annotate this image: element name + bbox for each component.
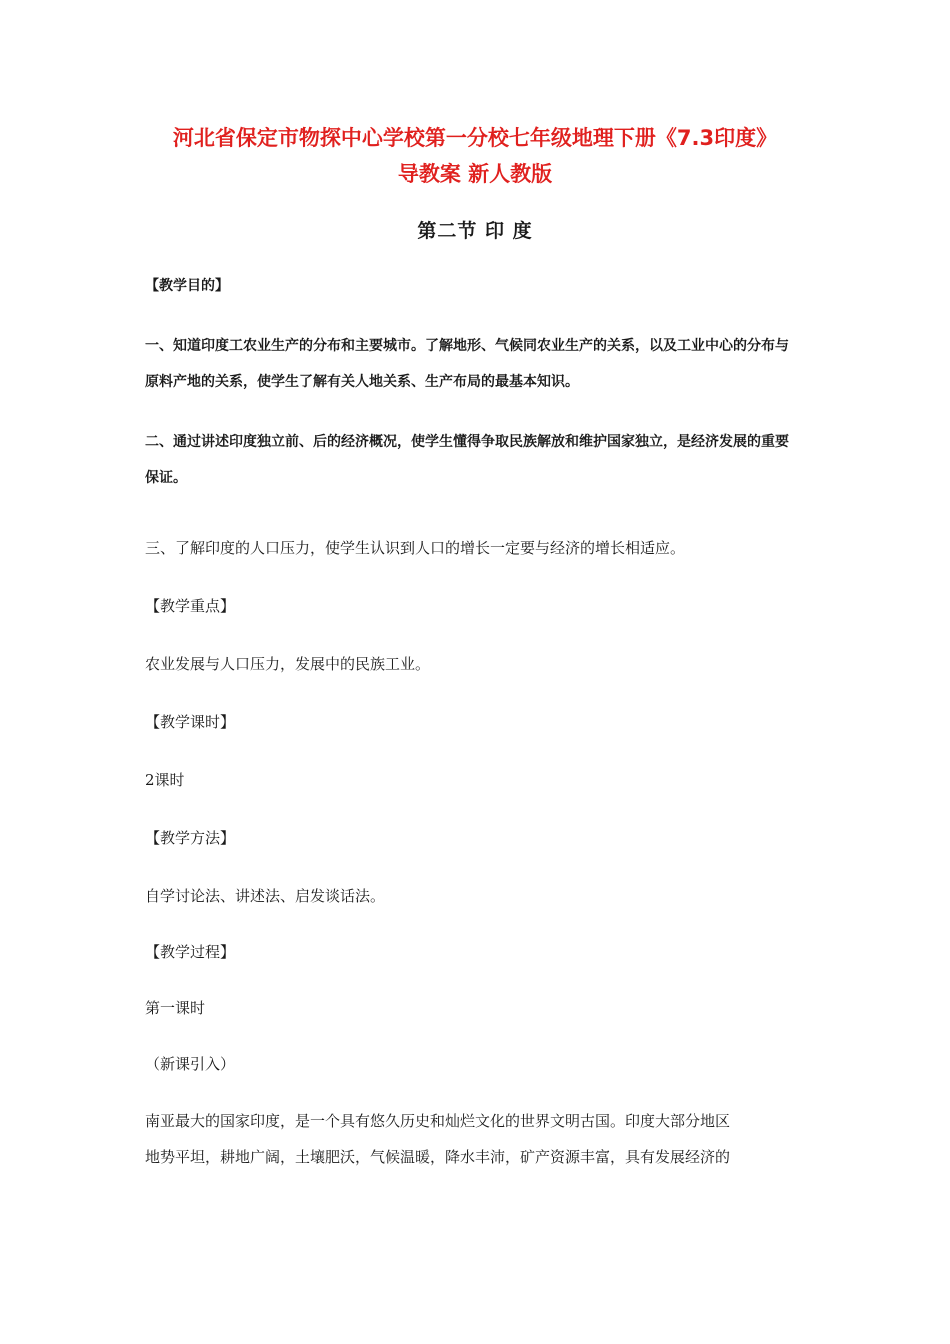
document-title-line1: 河北省保定市物探中心学校第一分校七年级地理下册《7.3印度》: [172, 126, 778, 150]
section-title: 第二节 印 度: [417, 220, 533, 242]
objectives-heading: 【教学目的】: [145, 278, 229, 294]
key-points-heading: 【教学重点】: [145, 597, 236, 615]
key-points-text: 农业发展与人口压力，发展中的民族工业。: [145, 655, 431, 673]
teaching-method-text: 自学讨论法、讲述法、启发谈话法。: [145, 887, 386, 905]
objective-2-line-2: 保证。: [145, 470, 187, 486]
objective-1-line-1: 一、知道印度工农业生产的分布和主要城市。了解地形、气候同农业生产的关系，以及工业中心的分布与: [145, 338, 789, 354]
intro-label: （新课引入）: [145, 1055, 236, 1073]
objective-1-line-2: 原料产地的关系，使学生了解有关人地关系、生产布局的最基本知识。: [145, 374, 579, 390]
intro-paragraph-line-1: 南亚最大的国家印度，是一个具有悠久历史和灿烂文化的世界文明古国。印度大部分地区: [145, 1112, 731, 1130]
teaching-process-heading: 【教学过程】: [145, 943, 236, 961]
teaching-method-heading: 【教学方法】: [145, 829, 236, 847]
teaching-hours-text: 2课时: [145, 771, 185, 789]
document-title-line2: 导教案 新人教版: [397, 162, 553, 186]
teaching-hours-heading: 【教学课时】: [145, 713, 236, 731]
objective-3: 三、了解印度的人口压力，使学生认识到人口的增长一定要与经济的增长相适应。: [145, 539, 686, 557]
intro-paragraph-line-2: 地势平坦，耕地广阔，土壤肥沃，气候温暖，降水丰沛，矿产资源丰富，具有发展经济的: [145, 1148, 731, 1166]
lesson-one-label: 第一课时: [145, 999, 206, 1017]
objective-2-line-1: 二、通过讲述印度独立前、后的经济概况，使学生懂得争取民族解放和维护国家独立，是经济发展的重要: [145, 434, 789, 450]
